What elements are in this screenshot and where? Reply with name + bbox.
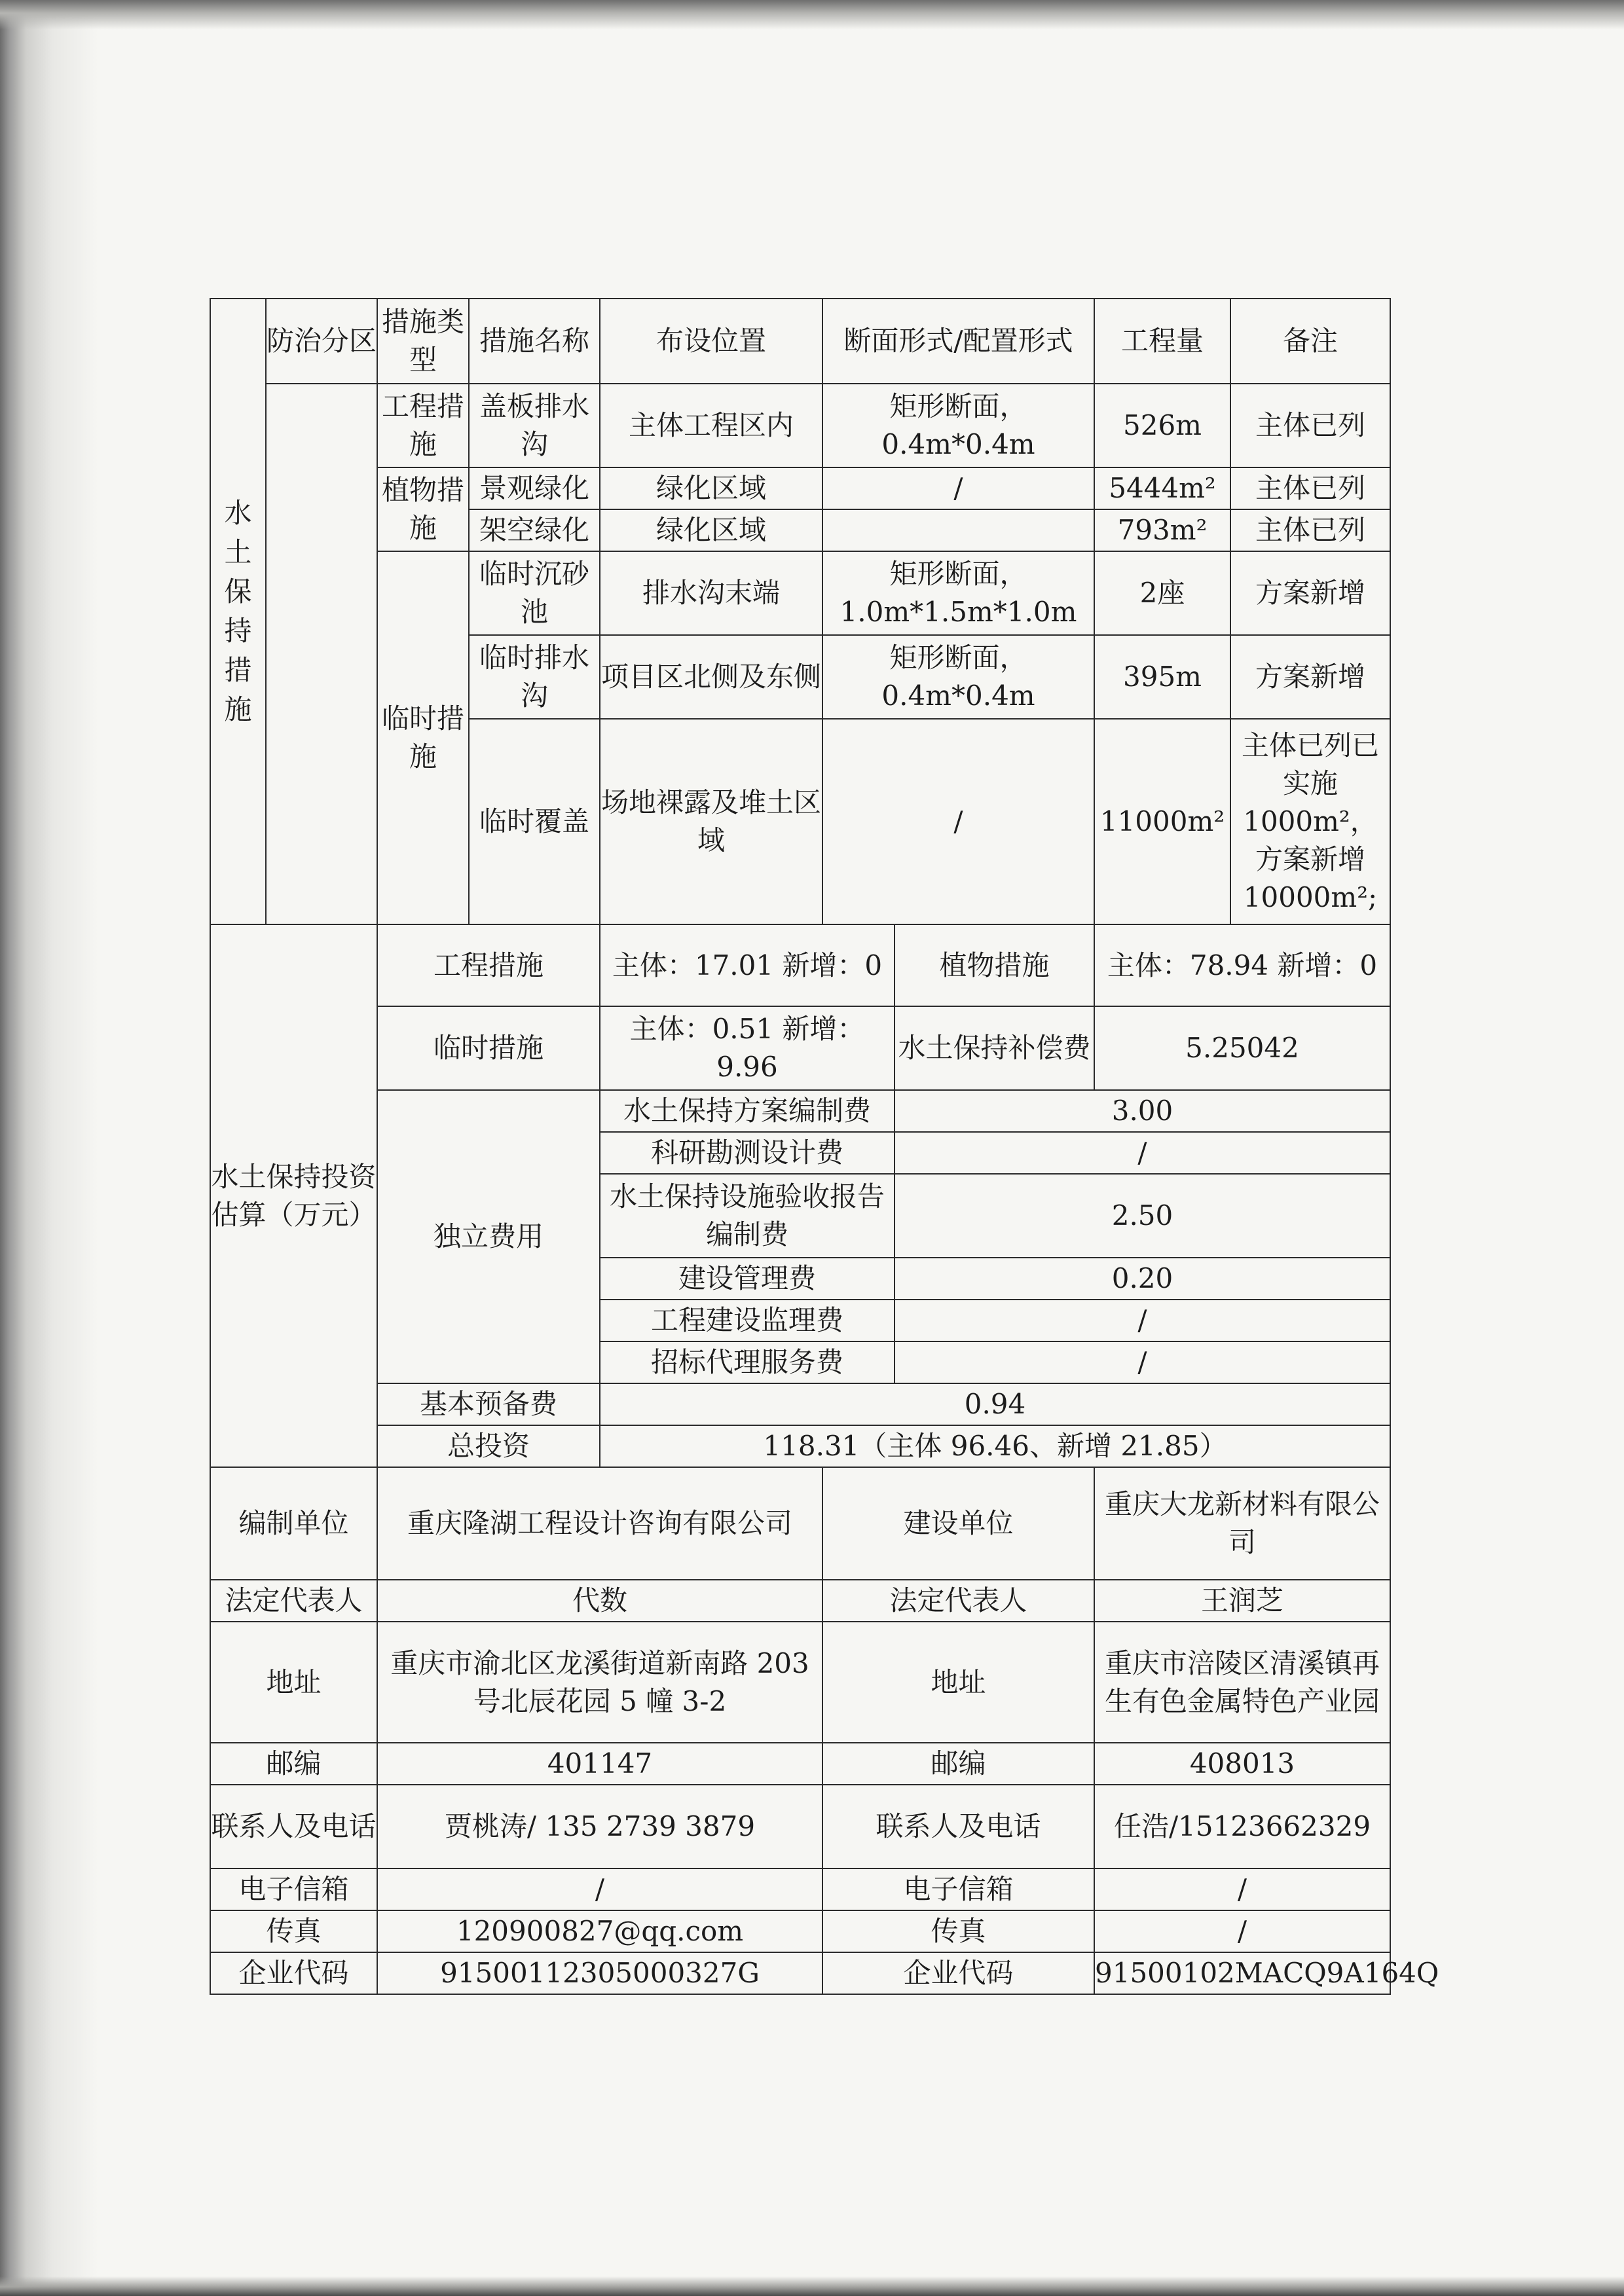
row4-location: 排水沟末端 [600, 551, 822, 635]
compensation-label: 水土保持补偿费 [895, 1006, 1094, 1090]
org-code-label-left: 企业代码 [210, 1952, 377, 1994]
compensation-value: 5.25042 [1094, 1006, 1390, 1090]
legal-rep-label-right: 法定代表人 [822, 1580, 1094, 1622]
row4-note: 方案新增 [1230, 551, 1390, 635]
soil-water-conservation-form [210, 298, 1439, 1995]
builder-value: 重庆大龙新材料有限公司 [1094, 1467, 1390, 1580]
row1-name: 盖板排水沟 [469, 384, 600, 467]
address-label-right: 地址 [822, 1622, 1094, 1743]
compiler-value: 重庆隆湖工程设计咨询有限公司 [377, 1467, 822, 1580]
header-quantity: 工程量 [1094, 299, 1230, 384]
row6-name: 临时覆盖 [469, 719, 600, 924]
plant-value: 主体：78.94 新增：0 [1094, 924, 1390, 1006]
postcode-right: 408013 [1094, 1743, 1390, 1785]
page-top-shadow [0, 0, 1624, 29]
row3-location: 绿化区域 [600, 509, 822, 551]
row2-location: 绿化区域 [600, 467, 822, 509]
row4-section: 矩形断面，1.0m*1.5m*1.0m [822, 551, 1094, 635]
total-label: 总投资 [377, 1425, 600, 1467]
investment-section-title: 水土保持投资估算（万元） [210, 924, 377, 1467]
temporary-label: 临时措施 [377, 1006, 600, 1090]
email-label-right: 电子信箱 [822, 1868, 1094, 1910]
row2-type: 植物措施 [377, 467, 469, 551]
row6-location: 场地裸露及堆土区域 [600, 719, 822, 924]
legal-rep-left: 代数 [377, 1580, 822, 1622]
row6-section: / [822, 719, 1094, 924]
postcode-label-right: 邮编 [822, 1743, 1094, 1785]
page-bottom-shadow [0, 2276, 1624, 2296]
independent-item-6-value: / [895, 1341, 1390, 1383]
row2-name: 景观绿化 [469, 467, 600, 509]
email-left: / [377, 1868, 822, 1910]
plant-label: 植物措施 [895, 924, 1094, 1006]
fax-left: 120900827@qq.com [377, 1910, 822, 1952]
row3-name: 架空绿化 [469, 509, 600, 551]
org-code-label-right: 企业代码 [822, 1952, 1094, 1994]
address-label-left: 地址 [210, 1622, 377, 1743]
independent-item-2-value: / [895, 1132, 1390, 1174]
row5-location: 项目区北侧及东侧 [600, 635, 822, 719]
independent-item-3-label: 水土保持设施验收报告编制费 [600, 1174, 895, 1258]
row4-name: 临时沉砂池 [469, 551, 600, 635]
row4-quantity: 2座 [1094, 551, 1230, 635]
legal-rep-label-left: 法定代表人 [210, 1580, 377, 1622]
engineering-value: 主体：17.01 新增：0 [600, 924, 895, 1006]
org-code-right: 91500102MACQ9A164Q [1094, 1952, 1390, 1994]
row2-note: 主体已列 [1230, 467, 1390, 509]
independent-item-3-value: 2.50 [895, 1174, 1390, 1258]
row6-note: 主体已列已实施1000m²，方案新增10000m²; [1230, 719, 1390, 924]
reserve-value: 0.94 [600, 1383, 1390, 1425]
independent-item-4-value: 0.20 [895, 1258, 1390, 1300]
contact-right: 任浩/15123662329 [1094, 1785, 1390, 1868]
row1-section: 矩形断面，0.4m*0.4m [822, 384, 1094, 467]
address-right: 重庆市涪陵区清溪镇再生有色金属特色产业园 [1094, 1622, 1390, 1743]
address-left: 重庆市渝北区龙溪街道新南路 203 号北辰花园 5 幢 3-2 [377, 1622, 822, 1743]
independent-label: 独立费用 [377, 1090, 600, 1383]
measures-section-title: 水土保持措施 [210, 299, 266, 924]
compiler-label: 编制单位 [210, 1467, 377, 1580]
row1-type: 工程措施 [377, 384, 469, 467]
reserve-label: 基本预备费 [377, 1383, 600, 1425]
independent-item-5-label: 工程建设监理费 [600, 1300, 895, 1341]
independent-item-2-label: 科研勘测设计费 [600, 1132, 895, 1174]
independent-item-1-label: 水土保持方案编制费 [600, 1090, 895, 1132]
contact-label-left: 联系人及电话 [210, 1785, 377, 1868]
header-type: 措施类型 [377, 299, 469, 384]
temporary-value: 主体：0.51 新增：9.96 [600, 1006, 895, 1090]
row4-type: 临时措施 [377, 551, 469, 924]
zone-cell [266, 384, 377, 924]
row5-name: 临时排水沟 [469, 635, 600, 719]
email-label-left: 电子信箱 [210, 1868, 377, 1910]
contact-left: 贾桃涛/ 135 2739 3879 [377, 1785, 822, 1868]
fax-right: / [1094, 1910, 1390, 1952]
header-note: 备注 [1230, 299, 1390, 384]
row3-note: 主体已列 [1230, 509, 1390, 551]
header-name: 措施名称 [469, 299, 600, 384]
independent-item-4-label: 建设管理费 [600, 1258, 895, 1300]
engineering-label: 工程措施 [377, 924, 600, 1006]
postcode-left: 401147 [377, 1743, 822, 1785]
row2-section: / [822, 467, 1094, 509]
legal-rep-right: 王润芝 [1094, 1580, 1390, 1622]
header-location: 布设位置 [600, 299, 822, 384]
row3-quantity: 793m² [1094, 509, 1230, 551]
row6-quantity: 11000m² [1094, 719, 1230, 924]
row3-section [822, 509, 1094, 551]
independent-item-6-label: 招标代理服务费 [600, 1341, 895, 1383]
row1-quantity: 526m [1094, 384, 1230, 467]
row2-quantity: 5444m² [1094, 467, 1230, 509]
header-zone: 防治分区 [266, 299, 377, 384]
independent-item-5-value: / [895, 1300, 1390, 1341]
total-value: 118.31（主体 96.46、新增 21.85） [600, 1425, 1390, 1467]
contact-label-right: 联系人及电话 [822, 1785, 1094, 1868]
row1-location: 主体工程区内 [600, 384, 822, 467]
fax-label-right: 传真 [822, 1910, 1094, 1952]
independent-item-1-value: 3.00 [895, 1090, 1390, 1132]
org-code-left: 91500112305000327G [377, 1952, 822, 1994]
header-section: 断面形式/配置形式 [822, 299, 1094, 384]
builder-label: 建设单位 [822, 1467, 1094, 1580]
page-binding-shadow [0, 0, 98, 2296]
postcode-label-left: 邮编 [210, 1743, 377, 1785]
row5-note: 方案新增 [1230, 635, 1390, 719]
row5-quantity: 395m [1094, 635, 1230, 719]
row1-note: 主体已列 [1230, 384, 1390, 467]
email-right: / [1094, 1868, 1390, 1910]
row5-section: 矩形断面，0.4m*0.4m [822, 635, 1094, 719]
fax-label-left: 传真 [210, 1910, 377, 1952]
